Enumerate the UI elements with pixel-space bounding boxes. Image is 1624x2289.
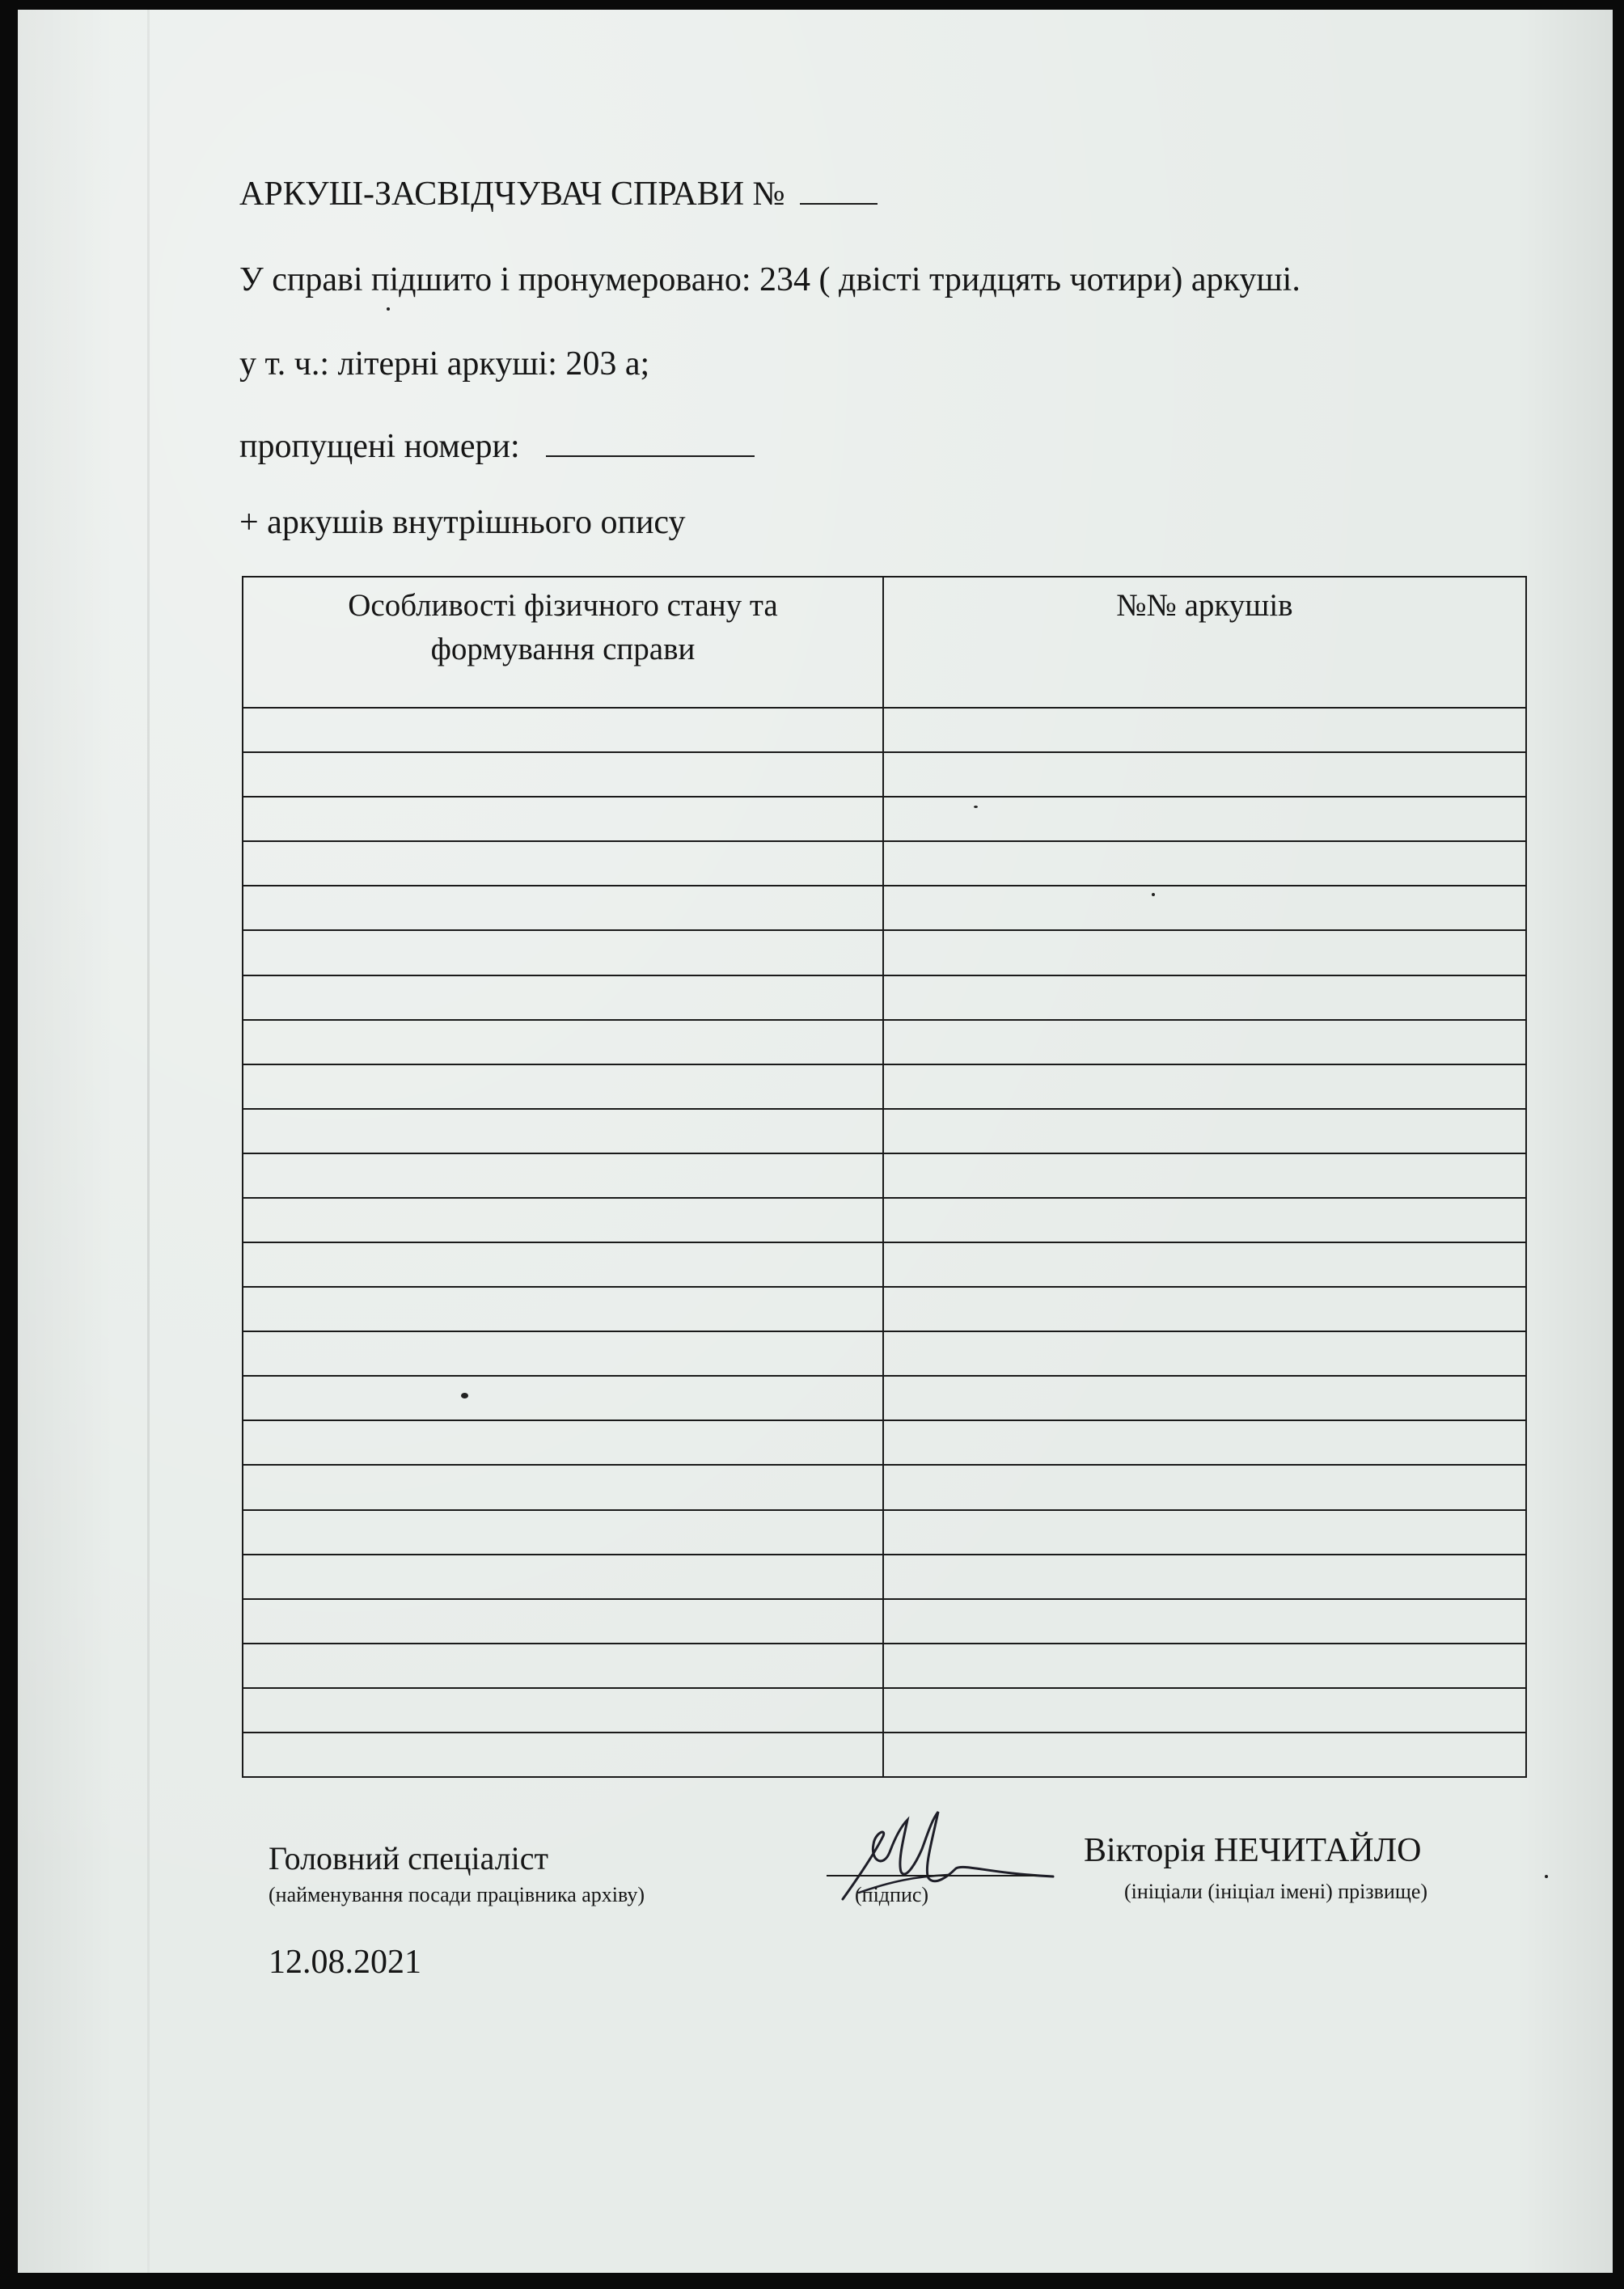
sheets-count-line: У справі підшито і пронумеровано: 234 ( двісті тридцять чотири) аркуші.: [239, 261, 1300, 298]
signer-name-caption: (ініціали (ініціал імені) прізвище): [1124, 1880, 1428, 1903]
paper-fold: [147, 10, 150, 2273]
table-row-line: [243, 885, 1525, 886]
missing-numbers-row: [239, 427, 755, 466]
table-row-line: [243, 1732, 1525, 1733]
table-row-line: [243, 1286, 1525, 1288]
table-row-line: [243, 1420, 1525, 1421]
signing-date: 12.08.2021: [269, 1944, 421, 1981]
table-row-line: [243, 975, 1525, 976]
missing-numbers-label: пропущені номери:: [239, 428, 520, 465]
table-row-line: [243, 1064, 1525, 1065]
signer-name: Вікторія НЕЧИТАЙЛО: [1084, 1832, 1422, 1869]
table-row-line: [243, 751, 1525, 753]
paper-speck: [1545, 1875, 1548, 1878]
document-sheet: [18, 10, 1613, 2273]
table-row-line: [243, 1643, 1525, 1644]
inventory-sheets-line: + аркушів внутрішнього опису: [239, 504, 686, 541]
table-row-line: [243, 707, 1525, 709]
case-condition-table: [242, 576, 1527, 1778]
signature-caption: (підпис): [855, 1883, 929, 1906]
paper-speck: [974, 806, 978, 808]
document-title-row: [239, 175, 878, 214]
table-row-line: [243, 1598, 1525, 1600]
table-header-sheet-numbers: №№ аркушів: [1116, 588, 1293, 623]
paper-speck: [461, 1393, 468, 1398]
paper-speck: [1152, 893, 1155, 896]
table-row-line: [243, 1554, 1525, 1555]
missing-numbers-blank: [546, 428, 755, 457]
table-row-line: [243, 1019, 1525, 1021]
table-row-line: [243, 1509, 1525, 1511]
table-header-condition: [243, 584, 882, 671]
table-column-divider: [882, 578, 884, 1776]
table-header-condition-line2: формування справи: [430, 632, 696, 666]
position-title: Головний спеціаліст: [269, 1840, 548, 1876]
table-row-line: [243, 1153, 1525, 1154]
table-header-condition-line1: Особливості фізичного стану та: [348, 588, 778, 623]
table-row-line: [243, 1375, 1525, 1377]
paper-speck: [387, 307, 390, 311]
signature-line: [827, 1875, 1037, 1876]
table-row-line: [243, 840, 1525, 842]
table-row-line: [243, 1331, 1525, 1332]
table-row-line: [243, 929, 1525, 931]
table-row-line: [243, 1687, 1525, 1689]
table-row-line: [243, 1197, 1525, 1199]
table-row-line: [243, 1108, 1525, 1110]
letter-sheets-line: у т. ч.: літерні аркуші: 203 а;: [239, 345, 650, 383]
position-caption: (найменування посади працівника архіву): [269, 1883, 645, 1906]
table-row-line: [243, 796, 1525, 798]
case-number-blank: [800, 176, 878, 205]
table-row-line: [243, 1464, 1525, 1466]
document-title: АРКУШ-ЗАСВІДЧУВАЧ СПРАВИ №: [239, 176, 785, 213]
table-row-line: [243, 1242, 1525, 1243]
